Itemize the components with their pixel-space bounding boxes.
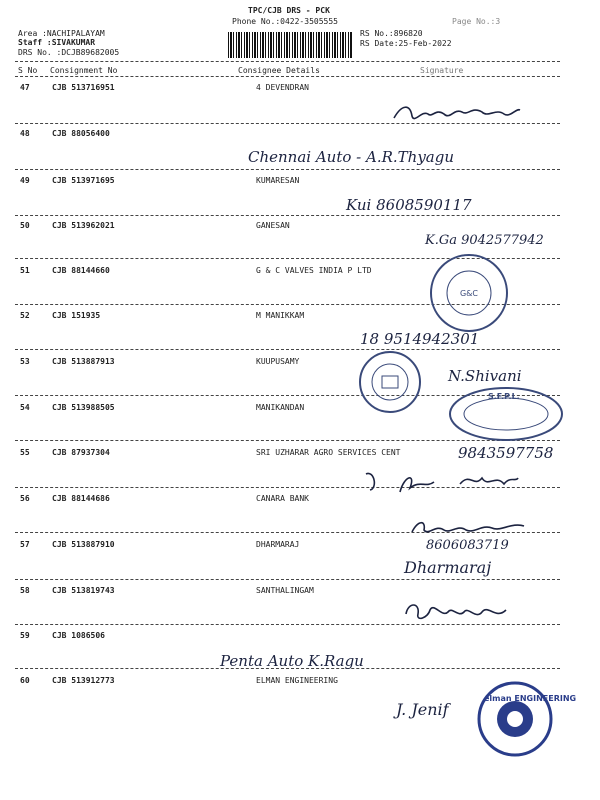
signature-row55: 9843597758 xyxy=(458,444,554,462)
elman-stamp xyxy=(476,680,554,758)
row-consignee: SANTHALINGAM xyxy=(256,586,314,595)
row-sno: 60 xyxy=(20,676,30,685)
row-sno: 53 xyxy=(20,357,30,366)
col-consignment: Consignment No xyxy=(50,66,118,75)
table-row xyxy=(0,266,600,312)
phone-number: Phone No.:0422-3505555 xyxy=(232,17,338,26)
row-sno: 47 xyxy=(20,83,30,92)
row-sno: 54 xyxy=(20,403,30,412)
signature-row58 xyxy=(402,598,512,624)
col-signature: Signature xyxy=(420,66,464,75)
row-consignment: CJB 513962021 xyxy=(52,221,115,230)
col-consignee: Consignee Details xyxy=(238,66,320,75)
row-sno: 55 xyxy=(20,448,30,457)
row-divider xyxy=(15,215,560,216)
row-consignee: G & C VALVES INDIA P LTD xyxy=(256,266,372,275)
row-divider xyxy=(15,169,560,170)
row-consignment: CJB 151935 xyxy=(52,311,101,320)
row-consignment: CJB 88144686 xyxy=(52,494,110,503)
signature-row49: Kui 8608590117 xyxy=(346,196,472,214)
row-consignee: 4 DEVENDRAN xyxy=(256,83,309,92)
col-sno: S No xyxy=(18,66,38,75)
row-consignee: KUUPUSAMY xyxy=(256,357,300,366)
signature-row57-phone: 8606083719 xyxy=(426,538,509,553)
header-divider-bottom xyxy=(15,76,560,77)
gc-valves-stamp xyxy=(428,252,510,334)
row-divider xyxy=(15,349,560,350)
signature-row53: N.Shivani xyxy=(448,367,522,385)
row-consignment: CJB 87937304 xyxy=(52,448,110,457)
row-sno: 48 xyxy=(20,129,30,138)
signature-row47 xyxy=(392,100,522,131)
row-consignment: CJB 513887913 xyxy=(52,357,115,366)
row-consignment: CJB 513988505 xyxy=(52,403,115,412)
svg-text:G&C: G&C xyxy=(459,289,479,298)
signature-row52: 18 9514942301 xyxy=(360,330,480,348)
row-sno: 51 xyxy=(20,266,30,275)
rs-date: RS Date:25-Feb-2022 xyxy=(360,39,452,48)
header-divider-top xyxy=(15,61,560,62)
signature-row50: K.Ga 9042577942 xyxy=(425,233,544,248)
signature-row55-scrawl xyxy=(360,466,520,496)
document-title: TPC/CJB DRS - PCK xyxy=(248,6,330,15)
row-consignee: MANIKANDAN xyxy=(256,403,305,412)
row-consignment: CJB 88056400 xyxy=(52,129,110,138)
row-sno: 50 xyxy=(20,221,30,230)
row-sno: 58 xyxy=(20,586,30,595)
row-consignment: CJB 513971695 xyxy=(52,176,115,185)
staff-label: Staff :SIVAKUMAR xyxy=(18,38,96,47)
row-consignee: DHARMARAJ xyxy=(256,540,300,549)
row-consignment: CJB 513912773 xyxy=(52,676,115,685)
round-seal-stamp xyxy=(358,350,422,414)
signature-row57-name: Dharmaraj xyxy=(404,558,492,577)
row-sno: 57 xyxy=(20,540,30,549)
row-consignee: CANARA BANK xyxy=(256,494,309,503)
row-consignment: CJB 513887910 xyxy=(52,540,115,549)
row-divider xyxy=(15,579,560,580)
barcode xyxy=(228,32,352,58)
signature-row57-scrawl xyxy=(408,518,528,538)
row-sno: 59 xyxy=(20,631,30,640)
row-sno: 49 xyxy=(20,176,30,185)
row-sno: 56 xyxy=(20,494,30,503)
signature-row59: Penta Auto K.Ragu xyxy=(220,652,364,670)
row-consignment: CJB 1086506 xyxy=(52,631,105,640)
row-consignment: CJB 513819743 xyxy=(52,586,115,595)
row-consignee: M MANIKKAM xyxy=(256,311,305,320)
signature-row60: J. Jenif xyxy=(396,700,449,719)
area-label: Area :NACHIPALAYAM xyxy=(18,29,105,38)
row-sno: 52 xyxy=(20,311,30,320)
row-consignee: SRI UZHARAR AGRO SERVICES CENT xyxy=(256,448,401,457)
row-consignee: GANESAN xyxy=(256,221,290,230)
sfpl-stamp-text: S.F.P.L. xyxy=(488,392,520,401)
signature-row48: Chennai Auto - A.R.Thyagu xyxy=(248,148,455,166)
row-divider xyxy=(15,624,560,625)
page-number: Page No.:3 xyxy=(452,17,501,26)
table-row xyxy=(0,311,600,357)
row-consignee: KUMARESAN xyxy=(256,176,300,185)
rs-number: RS No.:896820 xyxy=(360,29,423,38)
row-consignment: CJB 513716951 xyxy=(52,83,115,92)
elman-stamp-text: elman ENGINEERING xyxy=(484,694,577,703)
drs-number: DRS No. :DCJB89682005 xyxy=(18,48,120,57)
row-consignment: CJB 88144660 xyxy=(52,266,110,275)
row-consignee: ELMAN ENGINEERING xyxy=(256,676,338,685)
